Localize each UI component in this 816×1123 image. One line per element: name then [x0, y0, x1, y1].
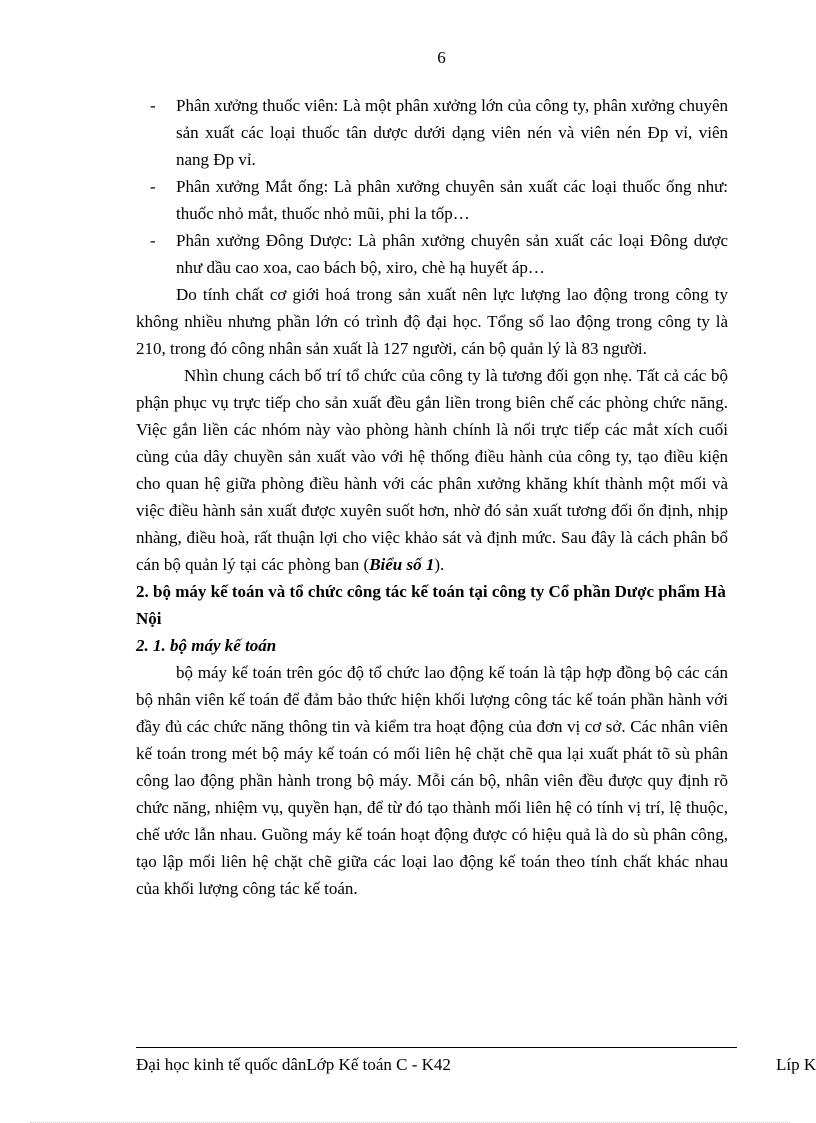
bullet-item-tablet-workshop — [136, 92, 728, 173]
footer-left-text: Đại học kinh tế quốc dânLớp Kế toán C - K42 — [136, 1055, 451, 1074]
paragraph-accounting-apparatus: bộ máy kế toán trên góc độ tổ chức lao động kế toán là tập hợp đồng bộ các cán bộ nhân viên kế toán để đảm bảo thức hiện khối lượng công tác kế toán phần hành với đầy đủ các chức năng thông tin và kiểm tra hoạt động của đơn vị cơ sở. Các nhân viên kế toán trong mét bộ máy kế toán có mối liên hệ chặt chẽ qua lại xuất phát tõ sù phân công lao động phần hành trong bộ máy. Mỗi cán bộ, nhân viên đều được quy định rõ chức năng, nhiệm vụ, quyền hạn, để từ đó tạo thành mối liên hệ có tính vị trí, lệ thuộc, chế ước lẫn nhau. Guồng máy kế toán hoạt động được có hiệu quả là do sù phân công, tạo lập mối liên hệ chặt chẽ giữa các loại lao động kế toán theo tính chất khác nhau của khối lượng công tác kế toán. — [136, 663, 728, 898]
footer-right-text: Líp K — [776, 1055, 816, 1074]
paragraph-organization-end: ). — [434, 555, 445, 574]
page-number: 6 — [437, 48, 446, 67]
footer-divider — [136, 1047, 737, 1048]
paragraph-labor-force: Do tính chất cơ giới hoá trong sản xuất nên lực lượng lao động trong công ty không nhiều nhưng phần lớn có trình độ đại học. Tổng số lao động trong công ty là 210, trong đó công nhân sản xuất là 127 người, cán bộ quản lý là 83 người. — [136, 285, 728, 358]
paragraph-organization-text: Nhìn chung cách bố trí tổ chức của công ty là tương đối gọn nhẹ. Tất cả các bộ phận phục vụ trực tiếp cho sản xuất đều gắn liền trong biên chế các phòng chức năng. Việc gắn liền các nhóm này vào phòng hành chính là nối trực tiếp các mắt xích cuối cùng của dây chuyền sản xuất vào với hệ thống điều hành của công ty, tạo điều kiện cho quan hệ giữa phòng điều hành với các phân xưởng khăng khít thành một mối và việc điều hành sản xuất được xuyên suốt hơn, nhờ đó sản xuất tương đối ổn định, nhịp nhàng, điều hoà, rất thuận lợi cho việc khảo sát và định mức. Sau đây là cách phân bổ cán bộ quản lý tại các phòng ban ( — [136, 366, 728, 574]
subsection-heading: 2. 1. bộ máy kế toán — [136, 636, 277, 655]
bullet-dash: - — [150, 231, 156, 250]
document-body — [136, 92, 728, 902]
bullet-text: Phân xưởng thuốc viên: Là một phân xưởng lớn của công ty, phân xưởng chuyên sản xuất các loại thuốc tân dược dưới dạng viên nén và viên nén Đp vỉ, viên nang Đp vỉ. — [176, 96, 728, 169]
bullet-text: Phân xưởng Mắt ống: Là phân xưởng chuyên sản xuất các loại thuốc ống như: thuốc nhỏ mắt, thuốc nhỏ mũi, phi la tốp… — [176, 177, 728, 223]
bullet-item-ampoule-workshop — [136, 173, 728, 227]
table-reference: Biểu số 1 — [369, 555, 435, 574]
section-heading: 2. bộ máy kế toán và tổ chức công tác kế toán tại công ty Cổ phần Dược phẩm Hà Nội — [136, 582, 726, 628]
bullet-dash: - — [150, 177, 156, 196]
bullet-text: Phân xưởng Đông Dược: Là phân xưởng chuyên sản xuất các loại Đông dược như dầu cao xoa, cao bách bộ, xiro, chè hạ huyết áp… — [176, 231, 728, 277]
bullet-item-oriental-medicine-workshop — [136, 227, 728, 281]
paragraph-organization — [136, 362, 728, 578]
bullet-dash: - — [150, 96, 156, 115]
